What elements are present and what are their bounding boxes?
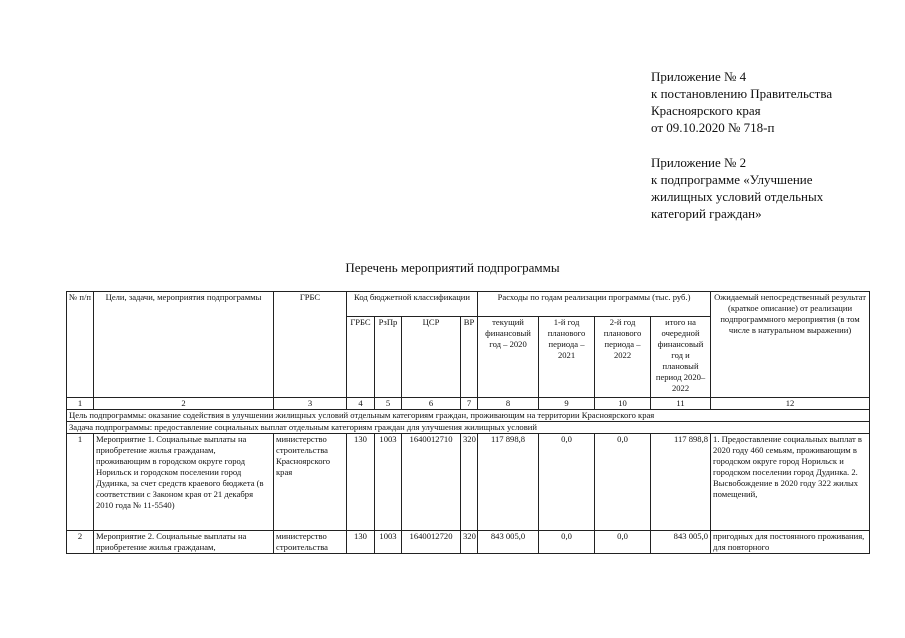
- appendix-line: Приложение № 4: [651, 69, 747, 84]
- row-plan2: 0,0: [595, 531, 651, 554]
- row-csr: 1640012710: [402, 434, 461, 531]
- header-plan-year-2: 2-й год планового периода – 2022: [595, 317, 651, 398]
- table-row: [67, 434, 870, 531]
- column-number: 8: [478, 398, 539, 410]
- row-result: пригодных для постоянного проживания, для повторного: [711, 531, 870, 554]
- header-csr: ЦСР: [402, 317, 461, 398]
- row-vr: 320: [461, 531, 478, 554]
- header-code-group: Код бюджетной классификации: [347, 292, 478, 317]
- header-row: [67, 292, 870, 317]
- row-grbs: министерство строительства Красноярского края: [274, 434, 347, 531]
- header-grbs: ГРБС: [274, 292, 347, 398]
- header-grbs-code: ГРБС: [347, 317, 375, 398]
- row-result: 1. Предоставление социальных выплат в 2020 году 460 семьям, проживающим в городском округе город Норильск и городском поселении город Дудинка. 2. Высвобождение в 2020 году 322 жилых помещений,: [711, 434, 870, 531]
- header-expenses-group: Расходы по годам реализации программы (тыс. руб.): [478, 292, 711, 317]
- header-num: № п/п: [67, 292, 94, 398]
- row-plan1: 0,0: [539, 531, 595, 554]
- column-number: 2: [94, 398, 274, 410]
- header-result: Ожидаемый непосредственный результат (краткое описание) от реализации подпрограммного мероприятия (в том числе в натуральном выражении): [711, 292, 870, 398]
- row-grbs: министерство строительства: [274, 531, 347, 554]
- column-number: 11: [651, 398, 711, 410]
- appendix-line: Красноярского края: [651, 103, 761, 118]
- row-plan1: 0,0: [539, 434, 595, 531]
- activities-table: [66, 291, 870, 554]
- row-activity: Мероприятие 2. Социальные выплаты на приобретение жилья гражданам,: [94, 531, 274, 554]
- appendix-line: к постановлению Правительства: [651, 86, 833, 101]
- header-vr: ВР: [461, 317, 478, 398]
- column-number: 6: [402, 398, 461, 410]
- appendix-line: от 09.10.2020 № 718-п: [651, 120, 775, 135]
- goal-text: Цель подпрограммы: оказание содействия в улучшении жилищных условий отдельным категориям граждан, проживающим на территории Красноярского края: [67, 410, 870, 422]
- row-grbs-code: 130: [347, 434, 375, 531]
- appendix-line: жилищных условий отдельных: [651, 189, 824, 204]
- column-number: 4: [347, 398, 375, 410]
- row-total: 843 005,0: [651, 531, 711, 554]
- appendix-2-header: [651, 154, 823, 222]
- row-current: 843 005,0: [478, 531, 539, 554]
- column-number: 10: [595, 398, 651, 410]
- appendix-line: Приложение № 2: [651, 155, 747, 170]
- column-number: 3: [274, 398, 347, 410]
- row-activity: Мероприятие 1. Социальные выплаты на приобретение жилья гражданам, проживающим в городском округе город Норильск и городском поселении город Дудинка, за счет средств краевого бюджета (в соответствии с Законом края от 21 декабря 2010 года № 11-5540): [94, 434, 274, 531]
- header-plan-year-1: 1-й год планового периода – 2021: [539, 317, 595, 398]
- goal-row: [67, 410, 870, 422]
- column-number: 7: [461, 398, 478, 410]
- appendix-4-header: [651, 68, 832, 136]
- row-current: 117 898,8: [478, 434, 539, 531]
- row-total: 117 898,8: [651, 434, 711, 531]
- row-vr: 320: [461, 434, 478, 531]
- column-numbers-row: [67, 398, 870, 410]
- row-grbs-code: 130: [347, 531, 375, 554]
- task-text: Задача подпрограммы: предоставление социальных выплат отдельным категориям граждан для улучшения жилищных условий: [67, 422, 870, 434]
- row-rzpr: 1003: [375, 531, 402, 554]
- task-row: [67, 422, 870, 434]
- column-number: 12: [711, 398, 870, 410]
- header-total: итого на очередной финансовый год и плановый период 2020–2022: [651, 317, 711, 398]
- table-row: [67, 531, 870, 554]
- row-rzpr: 1003: [375, 434, 402, 531]
- document-title: Перечень мероприятий подпрограммы: [345, 260, 560, 275]
- column-number: 1: [67, 398, 94, 410]
- row-num: 1: [67, 434, 94, 531]
- header-goals: Цели, задачи, мероприятия подпрограммы: [94, 292, 274, 398]
- row-plan2: 0,0: [595, 434, 651, 531]
- appendix-line: категорий граждан»: [651, 206, 762, 221]
- row-csr: 1640012720: [402, 531, 461, 554]
- column-number: 9: [539, 398, 595, 410]
- row-num: 2: [67, 531, 94, 554]
- header-rzpr: РзПр: [375, 317, 402, 398]
- appendix-line: к подпрограмме «Улучшение: [651, 172, 813, 187]
- column-number: 5: [375, 398, 402, 410]
- header-current-year: текущий финансовый год – 2020: [478, 317, 539, 398]
